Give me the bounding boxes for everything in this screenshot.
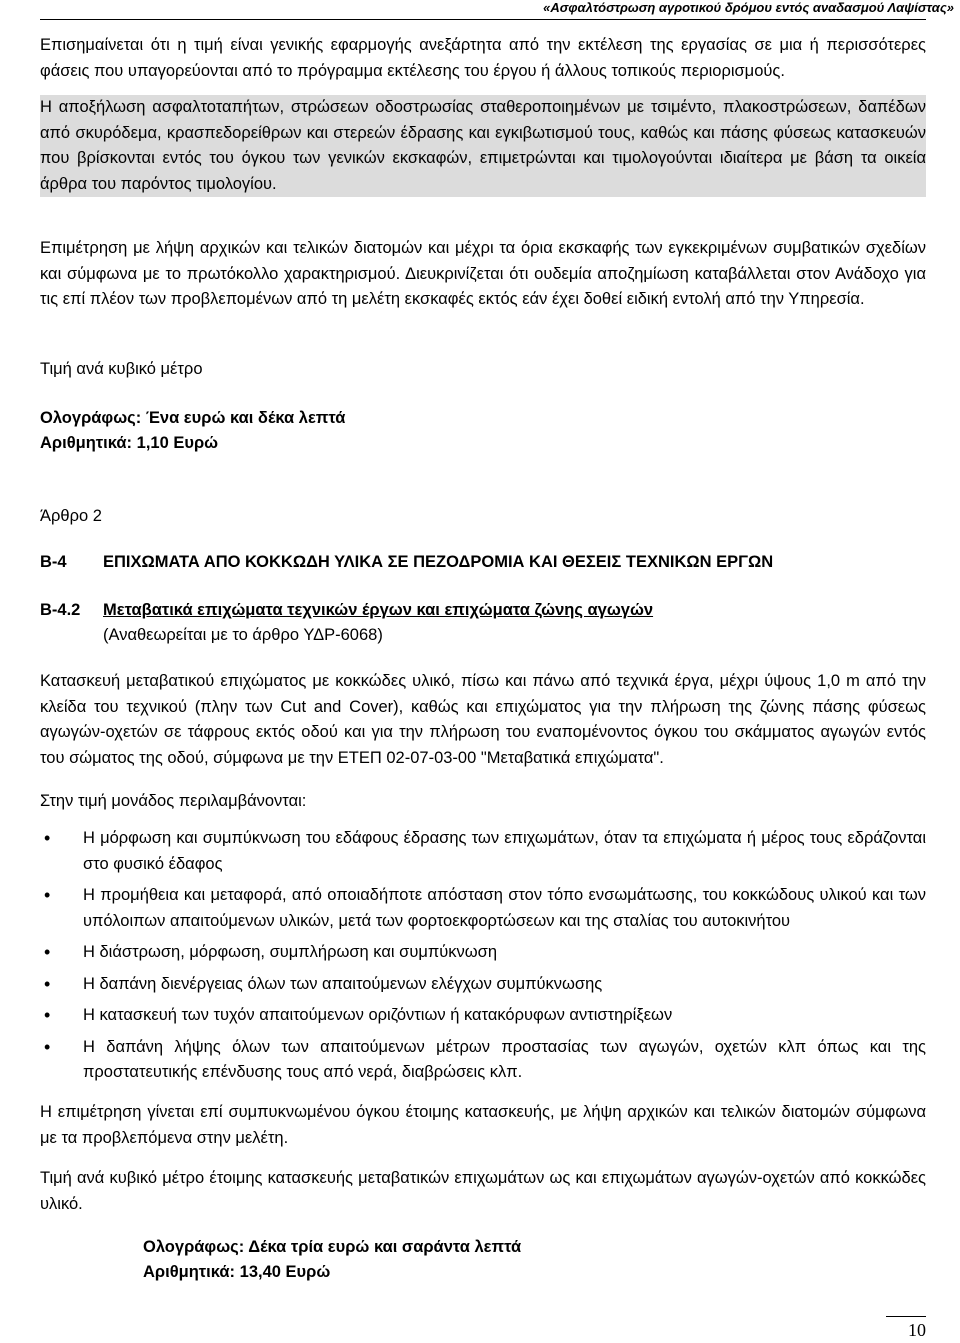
footer-rule — [886, 1316, 926, 1317]
list-item: • Η κατασκευή των τυχόν απαιτούμενων οριζόντιων ή κατακόρυφων αντιστηρίξεων — [40, 1003, 926, 1029]
paragraph-5: Η επιμέτρηση γίνεται επί συμπυκνωμένου όγκου έτοιμης κατασκευής, με λήψη αρχικών και τελικών διατομών σύμφωνα με τα προβλεπόμενα στην μελέτη. — [40, 1103, 926, 1147]
list-item: • Η προμήθεια και μεταφορά, από οποιαδήποτε απόσταση στον τόπο ενσωμάτωσης, του κοκκώδους υλικού και των υπόλοιπων απαιτούμενων υλικών, μετά των φορτοεκφορτώσεων και της σταλίας του αυτοκινήτου — [40, 883, 926, 934]
list-item: • Η δαπάνη λήψης όλων των απαιτούμενων μέτρων προστασίας των αγωγών, οχετών κλπ όπως και της προστατευτικής επένδυσης τους από νερά, διαβρώσεις κλπ. — [40, 1035, 926, 1086]
price-number-label: Αριθμητικά: — [143, 1263, 236, 1281]
page-number: 10 — [908, 1320, 926, 1340]
section-title: ΕΠΙΧΩΜΑΤΑ ΑΠΟ ΚΟΚΚΩΔΗ ΥΛΙΚΑ ΣΕ ΠΕΖΟΔΡΟΜΙΑ ΚΑΙ ΘΕΣΕΙΣ ΤΕΧΝΙΚΩΝ ΕΡΓΩΝ — [103, 553, 774, 571]
unit-price-label: Τιμή ανά κυβικό μέτρο — [40, 360, 203, 378]
includes-label: Στην τιμή μονάδος περιλαμβάνονται: — [40, 792, 307, 810]
list-item: • Η δαπάνη διενέργειας όλων των απαιτούμενων ελέγχων συμπύκνωσης — [40, 972, 926, 998]
price-number-label: Αριθμητικά: — [40, 434, 133, 452]
paragraph-3: Επιμέτρηση με λήψη αρχικών και τελικών διατομών και μέχρι τα όρια εκσκαφής των εγκεκριμένων συμβατικών σχεδίων και σύμφωνα με το πρωτόκολλο χαρακτηρισμού. Διευκρινίζεται ότι ουδεμία αποζημίωση καταβάλλεται στον Ανάδοχο για τις επί πλέον των προβλεπομένων από τη μελέτη εκσκαφές εκτός εάν έχει δοθεί ειδική εντολή από την Υπηρεσία. — [40, 239, 926, 308]
paragraph-2-highlighted: Η αποξήλωση ασφαλτοταπήτων, στρώσεων οδοστρωσίας σταθεροποιημένων με τσιμέντο, πλακοστρώσεων, δαπέδων από σκυρόδεμα, κρασπεδορείθρων και στερεών έδρασης και εγκιβωτισμού τους, καθώς και πάσης φύσεως κατασκευών που βρίσκονται εντός του όγκου των γενικών εκσκαφών, επιμετρώνται και τιμολογούνται ιδιαίτερα με βάση τα οικεία άρθρα του παρόντος τιμολογίου. — [40, 95, 926, 197]
price-number-value: 1,10 Ευρώ — [136, 434, 219, 452]
paragraph-6: Τιμή ανά κυβικό μέτρο έτοιμης κατασκευής μεταβατικών επιχωμάτων ως και επιχωμάτων αγωγών-οχετών από κοκκώδες υλικό. — [40, 1169, 926, 1213]
header-rule — [40, 19, 926, 20]
section-code: Β-4 — [40, 553, 67, 571]
paragraph-4: Κατασκευή μεταβατικού επιχώματος με κοκκώδες υλικό, πίσω και πάνω από τεχνικά έργα, μέχρι ύψους 1,0 m από την κλείδα του τεχνικού (πλην των Cut and Cover), καθώς και επιχώματος για την πλήρωση της ζώνης πάσης φύσεως αγωγών-οχετών σε τάφρους εκτός οδού και για την πλήρωση του εναπομένοντος όγκου του σκάμματος αγωγών εντός του σώματος της οδού, σύμφωνα με την ΕΤΕΠ 02-07-03-00 "Μεταβατικά επιχώματα". — [40, 672, 926, 767]
price-words-label: Ολογράφως: — [40, 409, 142, 427]
subsection-note: (Αναθεωρείται με το άρθρο ΥΔΡ-6068) — [103, 626, 383, 644]
price-words-value: Δέκα τρία ευρώ και σαράντα λεπτά — [248, 1238, 522, 1256]
list-item: • Η μόρφωση και συμπύκνωση του εδάφους έδρασης των επιχωμάτων, όταν τα επιχώματα ή μέρος τους εδράζονται στο φυσικό έδαφος — [40, 826, 926, 877]
list-item: • Η διάστρωση, μόρφωση, συμπλήρωση και συμπύκνωση — [40, 940, 926, 966]
price-number-2 — [143, 1260, 330, 1285]
paragraph-1: Επισημαίνεται ότι η τιμή είναι γενικής εφαρμογής ανεξάρτητα από την εκτέλεση της εργασίας σε μια ή περισσότερες φάσεις που υπαγορεύονται από το πρόγραμμα εκτέλεσης του έργου ή άλλους τοπικούς περιορισμούς. — [40, 36, 926, 80]
running-header: «Ασφαλτόστρωση αγροτικού δρόμου εντός αναδασμού Λαψίστας» — [543, 0, 954, 15]
price-number-value: 13,40 Ευρώ — [239, 1263, 331, 1281]
price-words-label: Ολογράφως: — [143, 1238, 245, 1256]
subsection-title: Μεταβατικά επιχώματα τεχνικών έργων και επιχώματα ζώνης αγωγών — [103, 601, 654, 619]
price-number-1 — [40, 431, 218, 456]
price-words-1 — [40, 406, 345, 431]
price-words-value: Ένα ευρώ και δέκα λεπτά — [145, 409, 346, 427]
subsection-code: Β-4.2 — [40, 601, 81, 619]
includes-list — [40, 826, 926, 1092]
price-words-2 — [143, 1235, 521, 1260]
article-heading: Άρθρο 2 — [40, 507, 102, 525]
